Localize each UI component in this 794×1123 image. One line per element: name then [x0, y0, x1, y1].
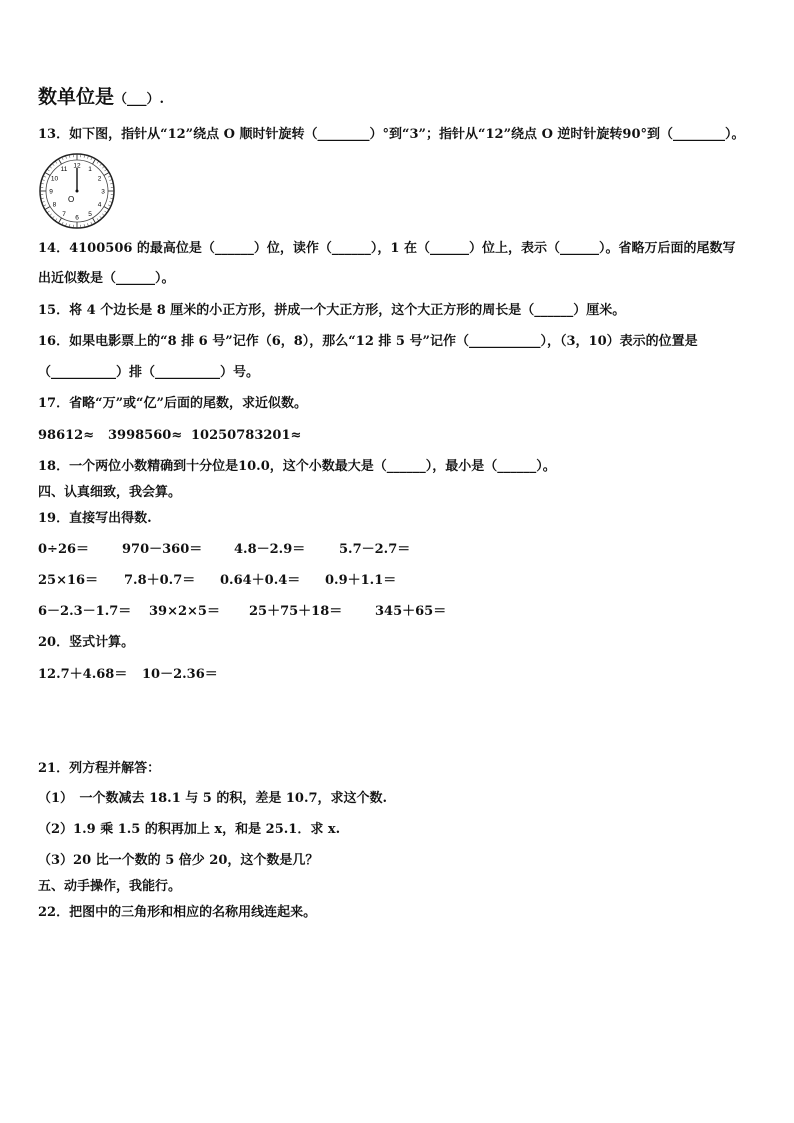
clock-number: 3 — [101, 188, 105, 196]
question-18: 18．一个两位小数精确到十分位是10.0，这个小数最大是（______），最小是（______）。 — [38, 459, 556, 474]
question-20: 20．竖式计算。 — [38, 635, 135, 650]
approx-item: 10250783201≈ — [191, 428, 302, 443]
calc-item: 10－2.36＝ — [142, 667, 218, 682]
clock-figure — [38, 152, 116, 230]
calc-item: 39×2×5＝ — [149, 604, 220, 619]
section-5-title: 五、动手操作，我能行。 — [38, 879, 182, 894]
question-16-line1: 16．如果电影票上的“8 排 6 号”记作（6，8），那么“12 排 5 号”记作（___________），（3，10）表示的位置是 — [38, 334, 698, 349]
heading-blank: （___）. — [114, 92, 165, 107]
calc-item: 5.7－2.7＝ — [339, 542, 411, 557]
clock-number: 12 — [73, 162, 81, 170]
clock-number: 6 — [75, 214, 79, 222]
clock-number: 7 — [62, 211, 66, 219]
approx-item: 3998560≈ — [108, 428, 183, 443]
clock-number: 9 — [49, 188, 53, 196]
heading-text: 数单位是 — [38, 86, 115, 108]
approx-item: 98612≈ — [38, 428, 95, 443]
clock-center-label: O — [68, 195, 75, 204]
calc-item: 12.7＋4.68＝ — [38, 667, 128, 682]
clock-number: 5 — [88, 211, 92, 219]
question-19: 19．直接写出得数. — [38, 511, 152, 526]
clock-number: 2 — [97, 175, 102, 183]
section-4-title: 四、认真细致，我会算。 — [38, 485, 182, 500]
question-16-line2: （__________）排（__________）号。 — [38, 365, 260, 380]
question-17: 17．省略“万”或“亿”后面的尾数，求近似数。 — [38, 396, 308, 411]
clock-center — [76, 190, 79, 193]
calc-item: 4.8－2.9＝ — [234, 542, 306, 557]
question-21-part-2: （2）1.9 乘 1.5 的积再加上 x，和是 25.1．求 x. — [38, 822, 341, 837]
calc-item: 7.8＋0.7＝ — [124, 573, 196, 588]
question-21-part-1: （1） 一个数减去 18.1 与 5 的积，差是 10.7，求这个数. — [38, 791, 388, 806]
clock-number: 1 — [88, 165, 92, 173]
question-22: 22．把图中的三角形和相应的名称用线连起来。 — [38, 905, 317, 920]
page-heading — [38, 84, 164, 113]
calc-item: 25×16＝ — [38, 573, 99, 588]
question-21: 21．列方程并解答： — [38, 761, 161, 776]
question-21-part-3: （3）20 比一个数的 5 倍少 20，这个数是几？ — [38, 853, 319, 868]
clock-number: 4 — [97, 201, 102, 209]
question-14-line2: 出近似数是（______）。 — [38, 271, 175, 286]
calc-item: 970－360＝ — [122, 542, 203, 557]
calc-item: 0.9＋1.1＝ — [325, 573, 397, 588]
clock-number: 8 — [52, 201, 57, 209]
calc-item: 25＋75＋18＝ — [249, 604, 343, 619]
calc-item: 6－2.3－1.7＝ — [38, 604, 132, 619]
clock-number: 10 — [50, 175, 59, 183]
clock-number: 11 — [60, 165, 68, 173]
question-13: 13．如下图，指针从“12”绕点 O 顺时针旋转（________）°到“3”；指针从“12”绕点 O 逆时针旋转90°到（________）。 — [38, 127, 745, 142]
calc-item: 0÷26＝ — [38, 542, 90, 557]
calc-item: 0.64＋0.4＝ — [220, 573, 301, 588]
calc-item: 345＋65＝ — [375, 604, 447, 619]
question-15: 15．将 4 个边长是 8 厘米的小正方形，拼成一个大正方形，这个大正方形的周长是（______）厘米。 — [38, 303, 626, 318]
question-14-line1: 14．4100506 的最高位是（______）位，读作（______），1 在（______）位上，表示（______）。省略万后面的尾数写 — [38, 241, 736, 256]
